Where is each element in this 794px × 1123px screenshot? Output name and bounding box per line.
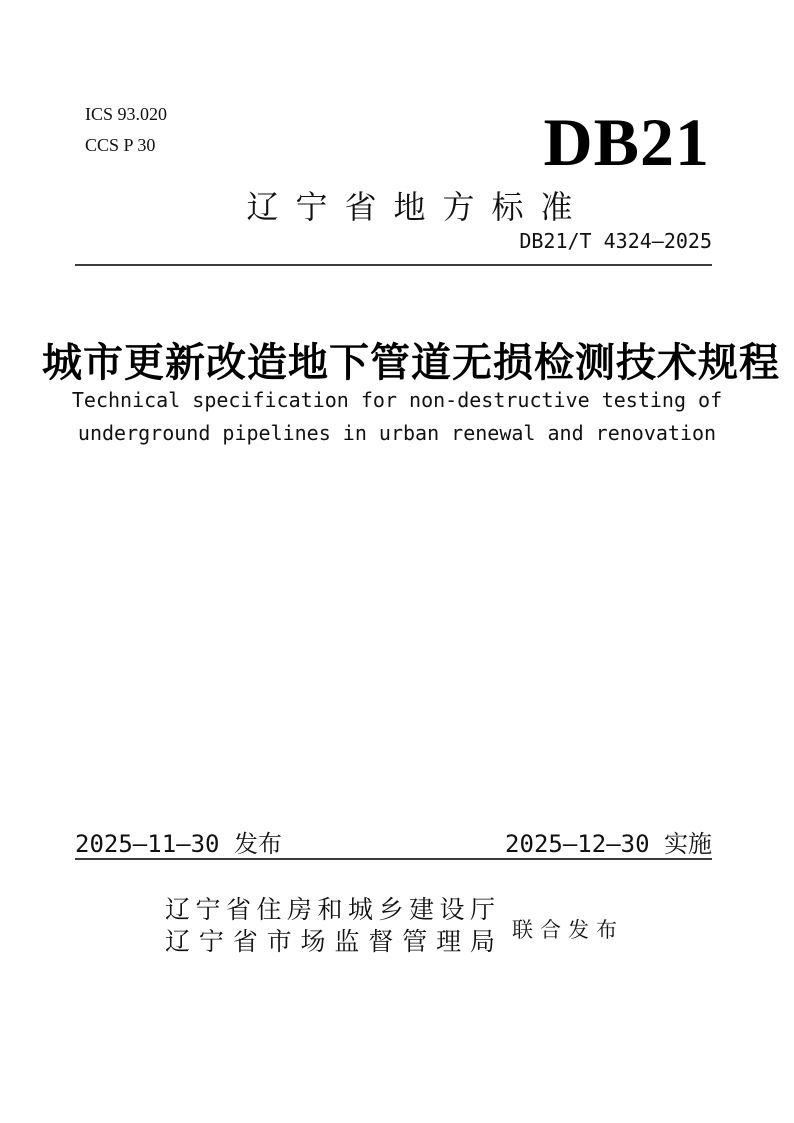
publisher-line-1: 辽宁省住房和城乡建设厅 (165, 896, 495, 924)
classification-codes (85, 99, 167, 161)
header-divider-line (75, 264, 712, 266)
joint-release-label: 联合发布 (512, 919, 624, 942)
document-title-zh: 城市更新改造地下管道无损检测技术规程 (42, 341, 780, 385)
standard-category-title: 辽宁省地方标准 (246, 189, 590, 225)
standard-code-logo: DB21 (543, 104, 710, 180)
issue-date: 2025—11—30 发布 (75, 830, 282, 858)
publisher-line-2: 辽宁省市场监督管理局 (165, 928, 495, 956)
document-title-en-line2: underground pipelines in urban renewal and renovation (77, 421, 717, 445)
date-row (75, 831, 712, 859)
footer-divider-line (75, 858, 712, 860)
document-title-en-line1: Technical specification for non-destructive testing of (71, 388, 723, 412)
ics-code: ICS 93.020 (85, 104, 168, 124)
publisher-block (165, 894, 495, 958)
document-title-en (0, 384, 794, 450)
standard-number: DB21/T 4324—2025 (519, 229, 712, 253)
implementation-date: 2025—12—30 实施 (505, 830, 712, 858)
ccs-code: CCS P 30 (85, 135, 156, 155)
